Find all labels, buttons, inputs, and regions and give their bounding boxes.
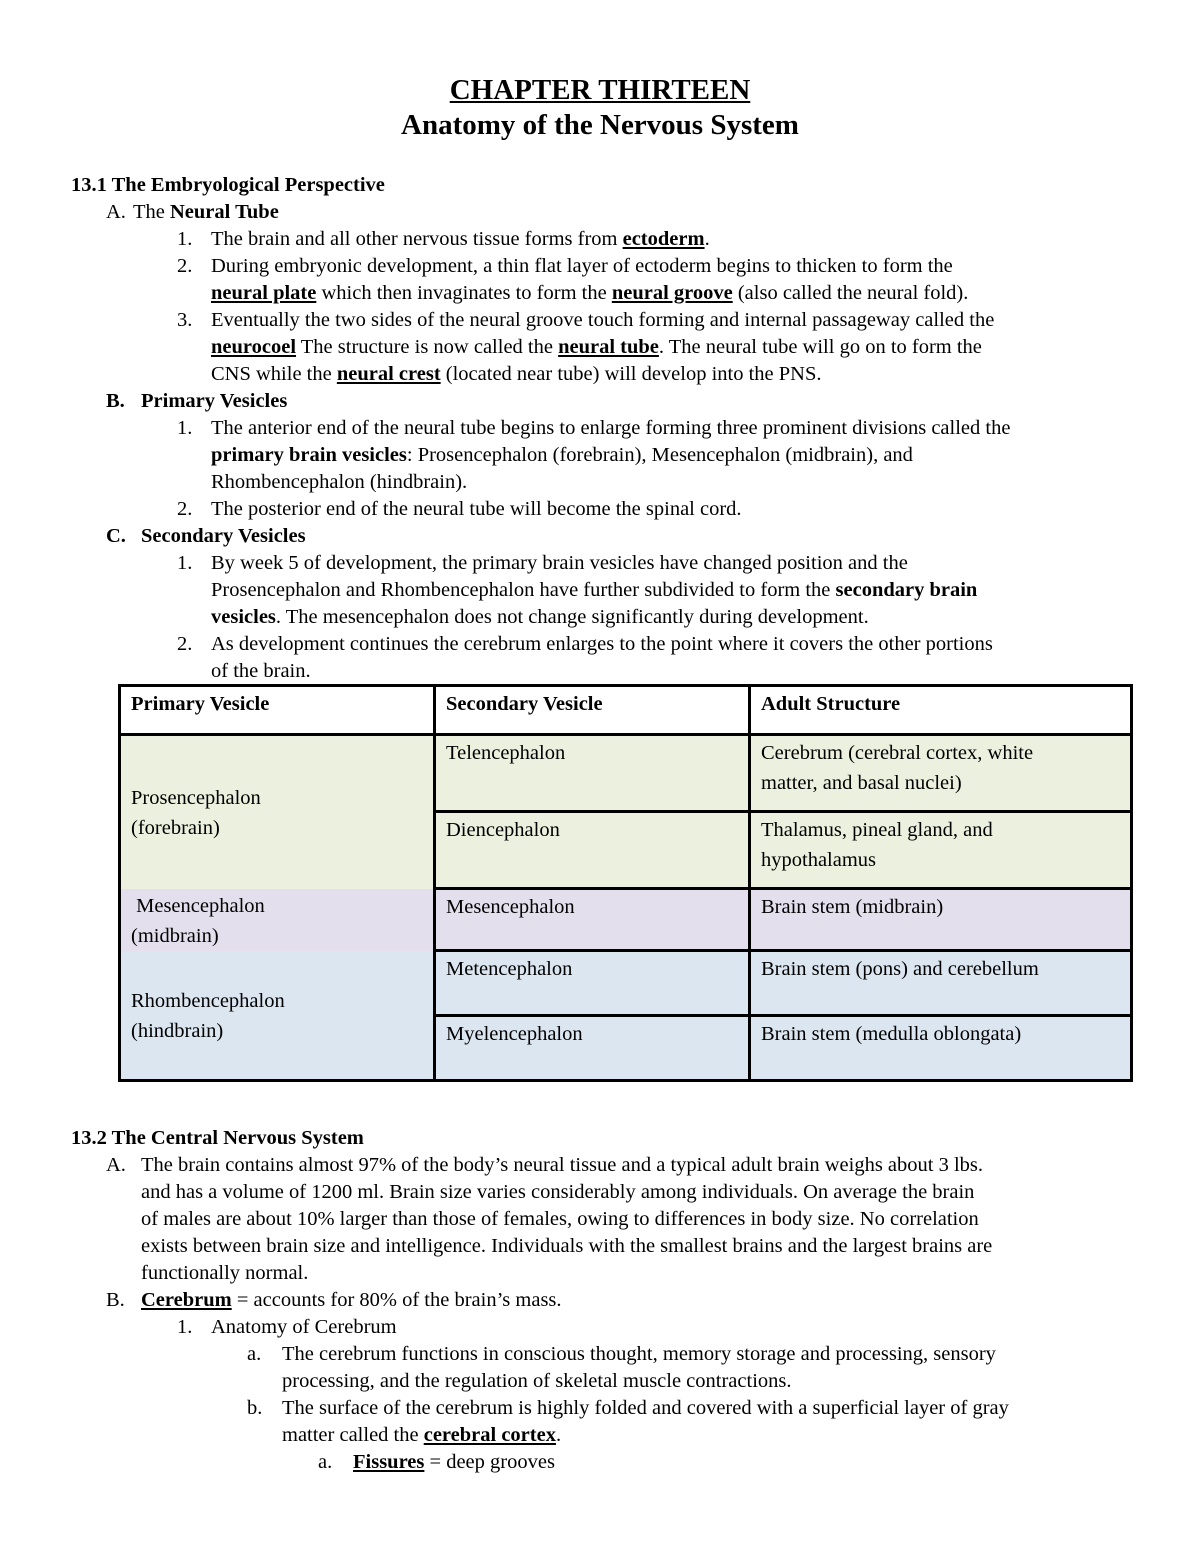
list-marker: 1.	[177, 228, 193, 250]
list-item: The brain and all other nervous tissue forms from ectoderm.	[211, 228, 710, 250]
list-item: The posterior end of the neural tube will become the spinal cord.	[211, 498, 742, 520]
list-item: The cerebrum functions in conscious thought, memory storage and processing, sensory	[282, 1343, 996, 1365]
table-row	[120, 735, 1132, 812]
table-cell: Mesencephalon	[435, 889, 750, 951]
list-item-continued: Prosencephalon and Rhombencephalon have further subdivided to form the secondary brain	[211, 579, 978, 601]
subheading-secondary-vesicles: Secondary Vesicles	[141, 525, 306, 547]
table-header-row	[120, 686, 1132, 735]
table-cell: Brain stem (midbrain)	[750, 889, 1132, 951]
list-marker: 2.	[177, 255, 193, 277]
list-item-continued: Rhombencephalon (hindbrain).	[211, 471, 468, 493]
list-marker: a.	[318, 1451, 333, 1473]
list-item: As development continues the cerebrum enlarges to the point where it covers the other portions	[211, 633, 993, 655]
table-cell: Mesencephalon (midbrain)	[120, 889, 435, 951]
list-item: Eventually the two sides of the neural groove touch forming and internal passageway called the	[211, 309, 995, 331]
table-cell: Metencephalon	[435, 951, 750, 1016]
list-marker: 3.	[177, 309, 193, 331]
table-cell: Brain stem (medulla oblongata)	[750, 1016, 1132, 1081]
table-cell: Thalamus, pineal gland, and hypothalamus	[750, 812, 1132, 889]
table-cell: Prosencephalon (forebrain)	[120, 735, 435, 889]
table-row	[120, 951, 1132, 1016]
list-marker: A.	[106, 201, 126, 223]
list-item: The anterior end of the neural tube begins to enlarge forming three prominent divisions called the	[211, 417, 1011, 439]
table-header: Primary Vesicle	[120, 686, 435, 735]
vesicle-table	[118, 684, 1133, 1082]
paragraph-line: of males are about 10% larger than those of females, owing to differences in body size. No correlation	[141, 1208, 979, 1230]
table-cell: Rhombencephalon (hindbrain)	[120, 951, 435, 1081]
list-item: Cerebrum = accounts for 80% of the brain’s mass.	[141, 1289, 562, 1311]
list-item: Fissures = deep grooves	[353, 1451, 555, 1473]
list-item: During embryonic development, a thin flat layer of ectoderm begins to thicken to form the	[211, 255, 953, 277]
list-item-continued: neural plate which then invaginates to form the neural groove (also called the neural fold).	[211, 282, 969, 304]
chapter-subtitle: Anatomy of the Nervous System	[401, 109, 799, 141]
list-marker: B.	[106, 1289, 125, 1311]
list-marker: 2.	[177, 498, 193, 520]
paragraph-line: and has a volume of 1200 ml. Brain size varies considerably among individuals. On average the brain	[141, 1181, 975, 1203]
table-header: Secondary Vesicle	[435, 686, 750, 735]
list-item-continued: CNS while the neural crest (located near tube) will develop into the PNS.	[211, 363, 822, 385]
list-marker: C.	[106, 525, 126, 547]
list-marker: B.	[106, 390, 125, 412]
section-heading-13-2: 13.2 The Central Nervous System	[71, 1127, 364, 1149]
list-item-continued: of the brain.	[211, 660, 311, 682]
table-cell: Diencephalon	[435, 812, 750, 889]
list-marker: 2.	[177, 633, 193, 655]
chapter-title: CHAPTER THIRTEEN	[449, 74, 751, 106]
list-marker: 1.	[177, 1316, 193, 1338]
list-item-continued: neurocoel The structure is now called the neural tube. The neural tube will go on to form the	[211, 336, 982, 358]
list-item: By week 5 of development, the primary brain vesicles have changed position and the	[211, 552, 908, 574]
list-item: The surface of the cerebrum is highly folded and covered with a superficial layer of gray	[282, 1397, 1009, 1419]
table-header: Adult Structure	[750, 686, 1132, 735]
subheading-neural-tube: The Neural Tube	[133, 201, 279, 223]
list-marker: 1.	[177, 552, 193, 574]
paragraph-line: functionally normal.	[141, 1262, 309, 1284]
list-item-continued: vesicles. The mesencephalon does not change significantly during development.	[211, 606, 869, 628]
table-cell: Telencephalon	[435, 735, 750, 812]
table-row	[120, 889, 1132, 951]
list-item-continued: matter called the cerebral cortex.	[282, 1424, 562, 1446]
table-cell: Myelencephalon	[435, 1016, 750, 1081]
paragraph-line: The brain contains almost 97% of the body’s neural tissue and a typical adult brain weighs about 3 lbs.	[141, 1154, 984, 1176]
list-marker: b.	[247, 1397, 263, 1419]
list-item: Anatomy of Cerebrum	[211, 1316, 397, 1338]
list-marker: a.	[247, 1343, 262, 1365]
list-marker: 1.	[177, 417, 193, 439]
table-cell: Cerebrum (cerebral cortex, white matter, and basal nuclei)	[750, 735, 1132, 812]
section-heading-13-1: 13.1 The Embryological Perspective	[71, 174, 385, 196]
subheading-primary-vesicles: Primary Vesicles	[141, 390, 288, 412]
list-marker: A.	[106, 1154, 126, 1176]
paragraph-line: exists between brain size and intelligence. Individuals with the smallest brains and the largest brains are	[141, 1235, 993, 1257]
list-item-continued: processing, and the regulation of skeletal muscle contractions.	[282, 1370, 792, 1392]
list-item-continued: primary brain vesicles: Prosencephalon (forebrain), Mesencephalon (midbrain), and	[211, 444, 913, 466]
table-cell: Brain stem (pons) and cerebellum	[750, 951, 1132, 1016]
